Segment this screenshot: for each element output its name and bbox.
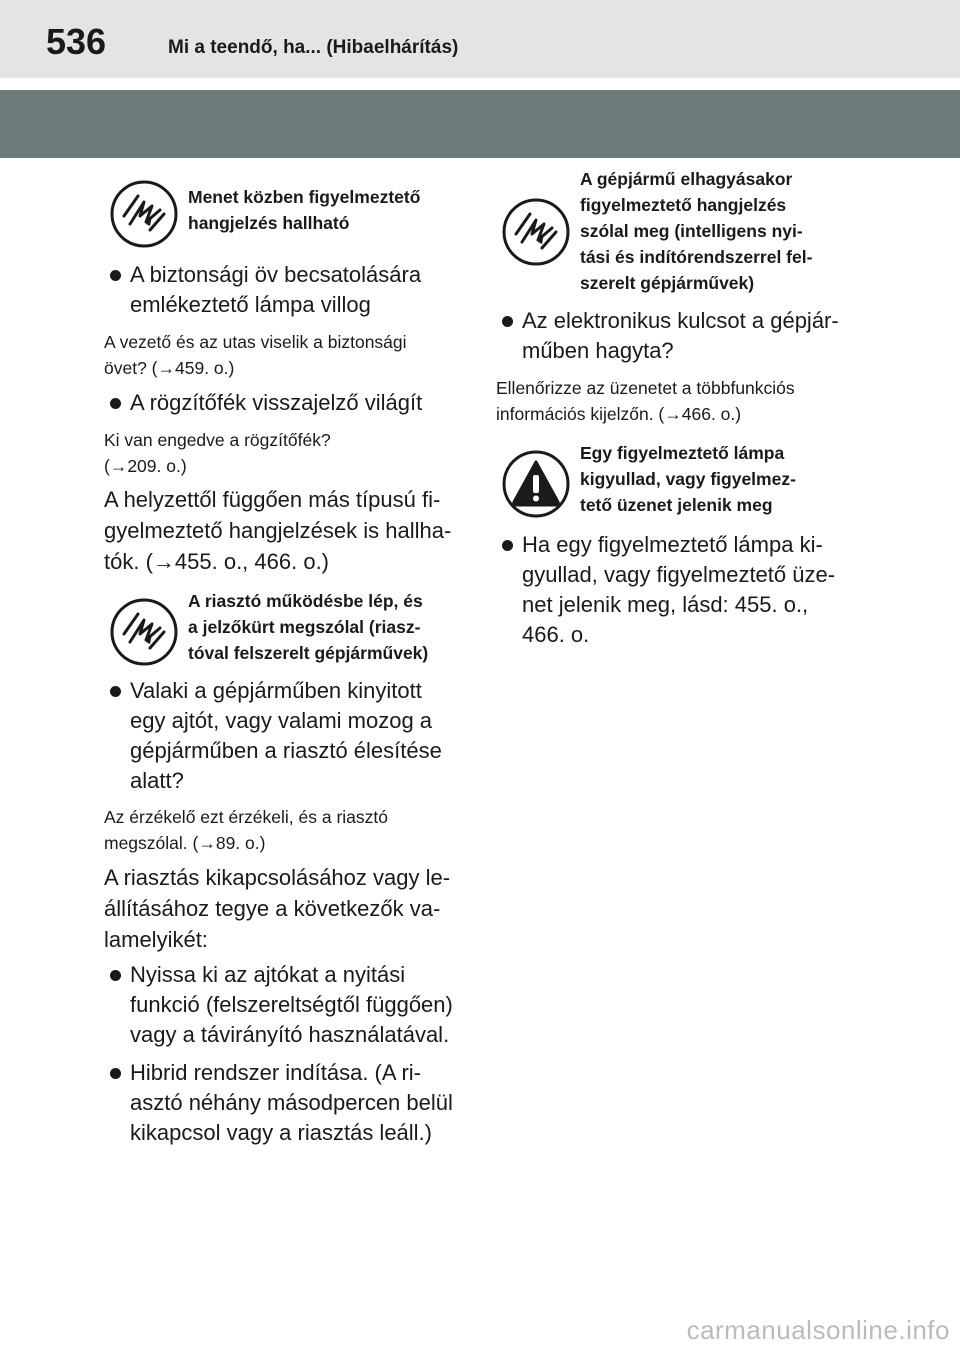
page-number: 536 (46, 21, 107, 62)
note-text: Az érzékelő ezt érzékeli, és a riasztó megszólal. (→89. o.) (104, 807, 389, 853)
section-title: A gépjármű elhagyásakor figyelmeztető hangjelzés szólal meg (intelligens nyi- tási és indítórendszerrel fel- szerelt gépjárművek) (580, 169, 813, 293)
note-text: Ellenőrizze az üzenetet a többfunkciós információs kijelzőn. (→466. o.) (496, 378, 795, 424)
bullet-dot (110, 1068, 121, 1079)
exclamation-warning-icon (502, 450, 570, 518)
paragraph: A riasztás kikapcsolásához vagy le- állításához tegye a következők va- lamelyikét: (104, 865, 451, 952)
section-title: Menet közben figyelmeztető hangjelzés hallható (188, 187, 421, 233)
section-title: Egy figyelmeztető lámpa kigyullad, vagy figyelmez- tető üzenet jelenik meg (580, 443, 796, 515)
chapter-title: Mi a teendő, ha... (Hibaelhárítás) (168, 37, 459, 58)
bullet-dot (110, 270, 121, 281)
note-text: Ki van engedve a rögzítőfék? (→209. o.) (104, 430, 331, 476)
bullet-dot (502, 540, 513, 551)
page-header-bar (0, 0, 960, 78)
note-text: A vezető és az utas viselik a biztonsági övet? (→459. o.) (104, 332, 407, 378)
bullet-dot (110, 398, 121, 409)
bullet-dot (502, 316, 513, 327)
sound-wave-icon (110, 598, 178, 666)
sound-wave-icon (110, 180, 178, 248)
sound-wave-icon (502, 198, 570, 266)
paragraph: A helyzettől függően más típusú fi- gyelmeztető hangjelzések is hallha- tók. (→455. o., 466. o.) (104, 487, 452, 574)
bullet-dot (110, 686, 121, 697)
section-title: A riasztó működésbe lép, és a jelzőkürt megszólal (riasz- tóval felszerelt gépjárművek) (188, 591, 429, 663)
bullet-dot (110, 970, 121, 981)
watermark: carmanualsonline.info (686, 1315, 950, 1345)
section-band (0, 90, 960, 158)
